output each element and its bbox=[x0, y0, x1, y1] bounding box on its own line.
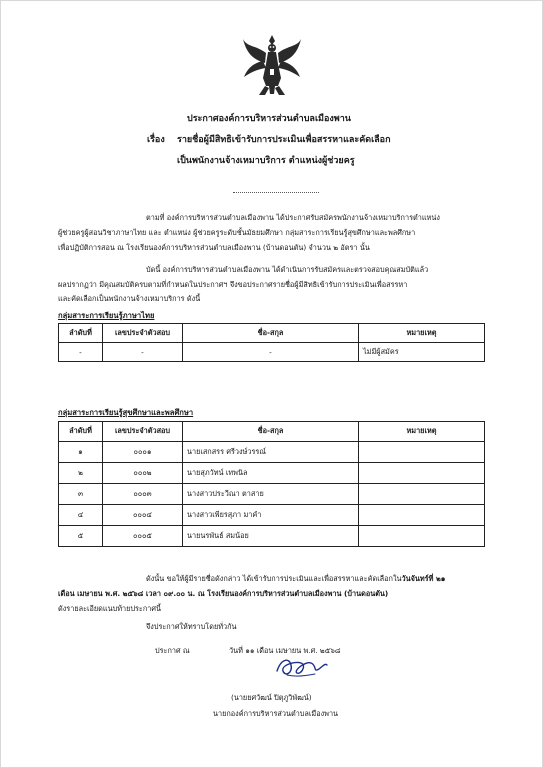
section1-table bbox=[58, 323, 485, 362]
cell-order: ๕ bbox=[59, 526, 103, 547]
cell-note bbox=[359, 463, 485, 484]
handwritten-signature bbox=[271, 653, 331, 681]
subject-line-2: เป็นพนักงานจ้างเหมาบริการ ตำแหน่งผู้ช่วยครู bbox=[177, 156, 355, 166]
cell-exam-no: ๐๐๐๓ bbox=[103, 484, 183, 505]
section2-title: กลุ่มสาระการเรียนรู้สุขศึกษาและพลศึกษา bbox=[58, 408, 194, 417]
subject-line-1: รายชื่อผู้มีสิทธิเข้ารับการประเมินเพื่อสรรหาและคัดเลือก bbox=[177, 135, 391, 145]
garuda-emblem-icon bbox=[241, 33, 303, 97]
col-note-header: หมายเหตุ bbox=[359, 422, 485, 442]
cell-name: นางสาวประวีณา ตาสาย bbox=[183, 484, 359, 505]
table-row bbox=[59, 463, 485, 484]
para2-line3: และคัดเลือกเป็นพนักงานจ้างเหมาบริการ ดังนี้ bbox=[58, 294, 201, 303]
section2-table bbox=[58, 421, 485, 547]
col-order-header: ลำดับที่ bbox=[59, 324, 103, 343]
table-row bbox=[59, 442, 485, 463]
title-divider bbox=[233, 192, 319, 193]
cell-note bbox=[359, 505, 485, 526]
cell-note bbox=[359, 484, 485, 505]
cell-exam-no: ๐๐๐๔ bbox=[103, 505, 183, 526]
para1-line1: ตามที่ องค์การบริหารส่วนตำบลเมืองพาน ได้ประกาศรับสมัครพนักงานจ้างเหมาบริการตำแหน่ง bbox=[146, 213, 440, 222]
table-row bbox=[59, 343, 485, 362]
cell-order: ๔ bbox=[59, 505, 103, 526]
para1-line2: ผู้ช่วยครูผู้สอนวิชาภาษาไทย และ ตำแหน่ง ผู้ช่วยครูระดับชั้นมัธยมศึกษา กลุ่มสาระการเรียนรู้สุขศึกษาและพลศึกษา bbox=[58, 228, 416, 237]
cell-note bbox=[359, 442, 485, 463]
cell-exam-no: ๐๐๐๑ bbox=[103, 442, 183, 463]
cell-name: นายนรพันธ์ สมน้อย bbox=[183, 526, 359, 547]
cell-order: ๒ bbox=[59, 463, 103, 484]
table-row bbox=[59, 484, 485, 505]
closing-line2: เดือน เมษายน พ.ศ. ๒๕๖๘ เวลา ๐๙.๐๐ น. ณ โรงเรียนองค์การบริหารส่วนตำบลเมืองพาน (บ้านดอนตัน) bbox=[58, 589, 389, 598]
closing-line1 bbox=[146, 574, 445, 585]
closing-line3: ดังรายละเอียดแนบท้ายประกาศนี้ bbox=[58, 604, 161, 613]
announce-prefix: ประกาศ ณ bbox=[155, 646, 190, 655]
col-exam-no-header: เลขประจำตัวสอบ bbox=[103, 324, 183, 343]
subject-label: เรื่อง bbox=[147, 135, 165, 145]
para2-line1: บัดนี้ องค์การบริหารส่วนตำบลเมืองพาน ได้ดำเนินการรับสมัครและตรวจสอบคุณสมบัติแล้ว bbox=[146, 265, 429, 274]
table-row bbox=[59, 505, 485, 526]
col-order-header: ลำดับที่ bbox=[59, 422, 103, 442]
para2-line2: ผลปรากฏว่า มีคุณสมบัติครบตามที่กำหนดในประกาศฯ จึงขอประกาศรายชื่อผู้มีสิทธิเข้ารับการประเมินเพื่อสรรหา bbox=[58, 280, 408, 289]
closing-date-day: วันจันทร์ที่ ๒๑ bbox=[401, 574, 446, 583]
cell-note: ไม่มีผู้สมัคร bbox=[359, 343, 485, 362]
signatory-position: นายกองค์การบริหารส่วนตำบลเมืองพาน bbox=[213, 709, 339, 718]
cell-name: นางสาวเพียรสุภา มาคำ bbox=[183, 505, 359, 526]
cell-order: - bbox=[59, 343, 103, 362]
announce-date: วันที่ ๑๑ เดือน เมษายน พ.ศ. ๒๕๖๘ bbox=[229, 646, 341, 655]
col-exam-no-header: เลขประจำตัวสอบ bbox=[103, 422, 183, 442]
cell-exam-no: ๐๐๐๒ bbox=[103, 463, 183, 484]
table-header-row bbox=[59, 422, 485, 442]
cell-note bbox=[359, 526, 485, 547]
cell-order: ๓ bbox=[59, 484, 103, 505]
cell-exam-no: - bbox=[103, 343, 183, 362]
cell-name: นายเสกสรร ศรีวงษ์วรรณ์ bbox=[183, 442, 359, 463]
table-header-row bbox=[59, 324, 485, 343]
cell-order: ๑ bbox=[59, 442, 103, 463]
cell-name: นายสุภวัทน์ เทพนิล bbox=[183, 463, 359, 484]
section1-title: กลุ่มสาระการเรียนรู้ภาษาไทย bbox=[58, 311, 155, 320]
announcement-org: ประกาศองค์การบริหารส่วนตำบลเมืองพาน bbox=[187, 114, 351, 124]
table-row bbox=[59, 526, 485, 547]
cell-exam-no: ๐๐๐๕ bbox=[103, 526, 183, 547]
closing-line1-text: ดังนั้น ขอให้ผู้มีรายชื่อดังกล่าว ได้เข้ารับการประเมินและเพื่อสรรหาและคัดเลือกใน bbox=[146, 574, 402, 583]
col-name-header: ชื่อ-สกุล bbox=[183, 324, 359, 343]
cell-name: - bbox=[183, 343, 359, 362]
para1-line3: เพื่อปฏิบัติการสอน ณ โรงเรียนองค์การบริหารส่วนตำบลเมืองพาน (บ้านดอนตัน) จำนวน ๒ อัตรา นั้น bbox=[58, 243, 370, 252]
signatory-name: (นายยศวัฒน์ ปิตุภูวิพัฒน์) bbox=[231, 693, 312, 702]
closing-line4: จึงประกาศให้ทราบโดยทั่วกัน bbox=[146, 622, 237, 631]
col-note-header: หมายเหตุ bbox=[359, 324, 485, 343]
col-name-header: ชื่อ-สกุล bbox=[183, 422, 359, 442]
